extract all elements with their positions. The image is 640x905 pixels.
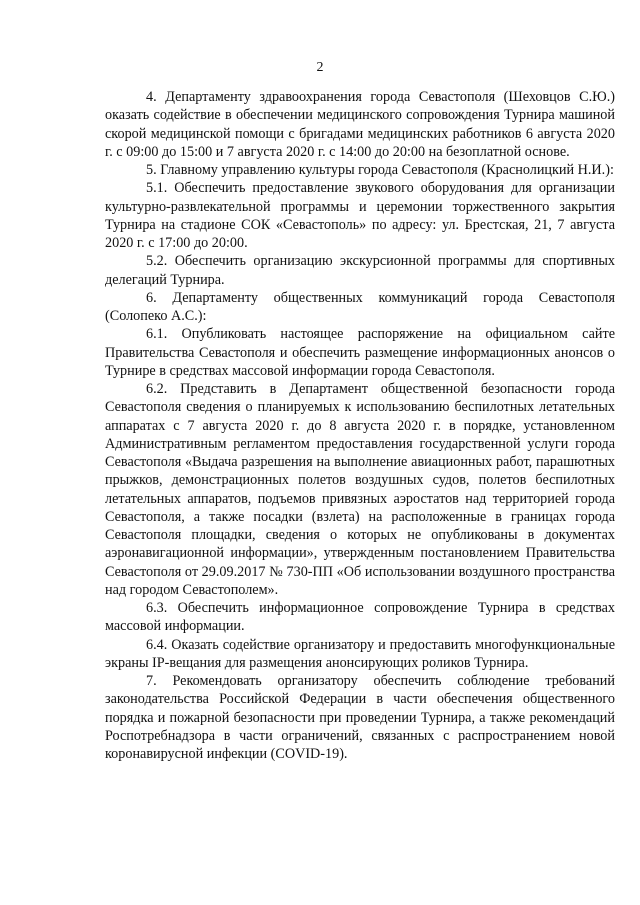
- paragraph-6-4-ip-screens: 6.4. Оказать содействие организатору и предоставить многофункциональные экраны IP-вещания для размещения анонсирующих роликов Турнира.: [105, 636, 615, 671]
- paragraph-6-2-drone-information: 6.2. Представить в Департамент общественной безопасности города Севастополя сведения о планируемых к использованию беспилотных летательных аппаратах с 7 августа 2020 г. до 8 августа 2020 г. в порядке, установленном Административным регламентом предоставления государственной услуги города Севастополя «Выдача разрешения на выполнение авиационных работ, парашютных прыжков, демонстрационных полетов воздушных судов, полетов беспилотных летательных аппаратов, подъемов привязных аэростатов над территорией города Севастополя, а также посадки (взлета) на расположенные в границах города Севастополя площадки, сведения о которых не опубликованы в документах аэронавигационной информации», утвержденным постановлением Правительства Севастополя от 29.09.2017 № 730-ПП «Об использовании воздушного пространства над городом Севастополем».: [105, 381, 615, 598]
- paragraph-6-3-media-support: 6.3. Обеспечить информационное сопровождение Турнира в средствах массовой информации.: [105, 600, 615, 635]
- page-number: 2: [316, 60, 324, 75]
- document-body: [105, 88, 615, 763]
- paragraph-4-health-department: 4. Департаменту здравоохранения города Севастополя (Шеховцов С.Ю.) оказать содействие в обеспечении медицинского сопровождения Турнира машиной скорой медицинской помощи с бригадами медицинских работников 6 августа 2020 г. с 09:00 до 15:00 и 7 августа 2020 г. с 14:00 до 20:00 на безоплатной основе.: [105, 89, 615, 160]
- paragraph-7-recommendations: 7. Рекомендовать организатору обеспечить соблюдение требований законодательства Российской Федерации в части обеспечения общественного порядка и пожарной безопасности при проведении Турнира, а также рекомендаций Роспотребнадзора в части ограничений, связанных с распространением новой коронавирусной инфекции (COVID-19).: [105, 673, 615, 762]
- paragraph-6-1-publish-order: 6.1. Опубликовать настоящее распоряжение на официальном сайте Правительства Севастополя и обеспечить размещение информационных анонсов о Турнире в средствах массовой информации города Севастополя.: [105, 326, 615, 379]
- paragraph-5-2-excursion-program: 5.2. Обеспечить организацию экскурсионной программы для спортивных делегаций Турнира.: [105, 253, 615, 288]
- paragraph-5-1-sound-equipment: 5.1. Обеспечить предоставление звукового оборудования для организации культурно-развлекательной программы и церемонии торжественного закрытия Турнира на стадионе СОК «Севастополь» по адресу: ул. Брестская, 21, 7 августа 2020 г. с 17:00 до 20:00.: [105, 180, 615, 251]
- paragraph-5-culture-department: 5. Главному управлению культуры города Севастополя (Краснолицкий Н.И.):: [146, 162, 614, 178]
- paragraph-6-public-communications: 6. Департаменту общественных коммуникаций города Севастополя (Солопеко А.С.):: [105, 289, 615, 324]
